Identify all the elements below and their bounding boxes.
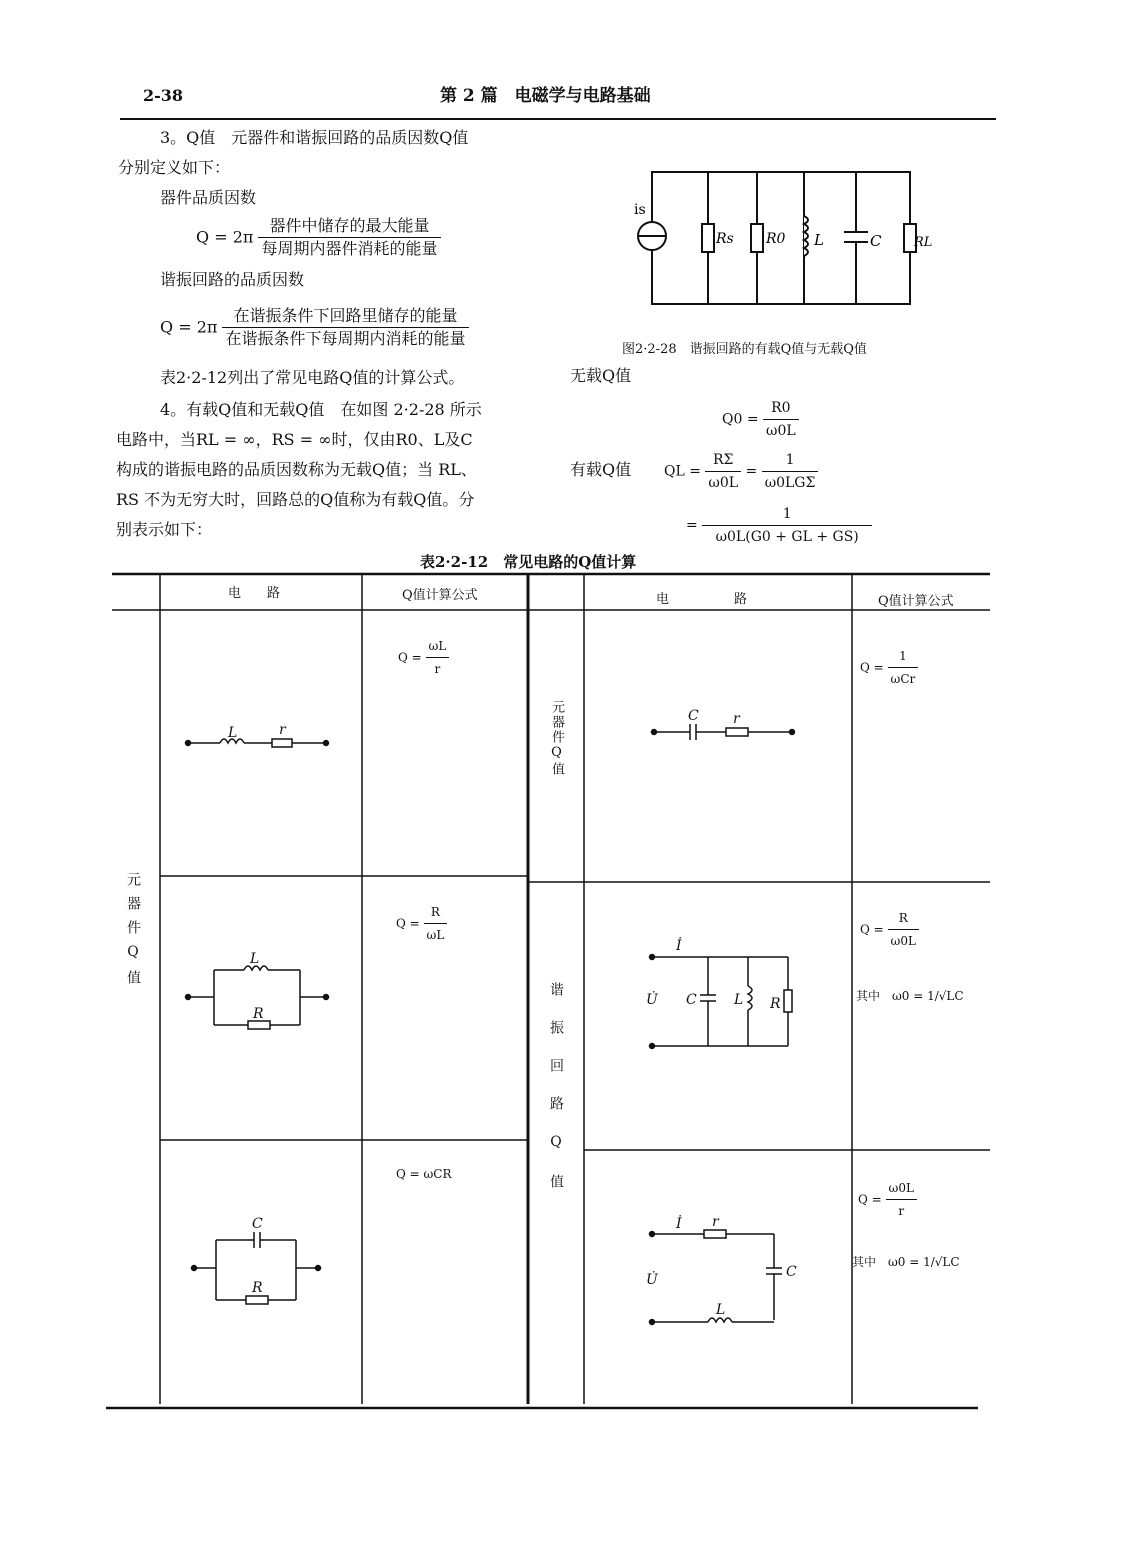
row1-left-label-r: r (279, 722, 286, 738)
ql-eq2: = (686, 517, 698, 534)
row1-left-lhs: Q = (398, 650, 422, 665)
ql-num3: 1 (702, 504, 872, 526)
row3-right-label-u: U̇ (646, 1272, 658, 1288)
row3-right-extra: 其中 ω0 = 1/√LC (852, 1255, 960, 1269)
row3-left-label-r: R (252, 1280, 263, 1296)
row1-right-label-c: C (688, 708, 699, 724)
group-label-right-bottom: 谐振回路Q值 (548, 982, 564, 1212)
label-is: is (634, 202, 646, 218)
ql-lhs: QL = (664, 463, 701, 480)
row3-right-lhs: Q = (858, 1192, 882, 1207)
paragraph-table-ref: 表2·2-12列出了常见电路Q值的计算公式。 (160, 368, 465, 387)
device-q-num: 器件中储存的最大能量 (258, 216, 440, 238)
group-label-right-top: 元器件Q值 (549, 700, 564, 777)
device-q-den: 每周期内器件消耗的能量 (261, 239, 438, 258)
paragraph-loaded-line5: 别表示如下： (116, 520, 213, 539)
row2-right-extra: 其中 ω0 = 1/√LC (856, 989, 964, 1003)
row2-left-label-r: R (253, 1006, 264, 1022)
page-number: 2-38 (143, 86, 184, 105)
row2-right-num: R (888, 908, 919, 930)
row2-right-label-c: C (686, 992, 697, 1008)
row2-left-num: R (424, 902, 448, 924)
loop-q-label: 谐振回路的品质因数 (160, 270, 305, 289)
header-circuit-right: 电 路 (656, 592, 748, 607)
paragraph-loaded-line3: 构成的谐振电路的品质因数称为无载Q值；当 RL、 (116, 460, 477, 479)
row2-left-label-l: L (250, 951, 260, 967)
group-label-left: 元器件Q值 (125, 872, 141, 994)
q0-den: ω0L (766, 423, 796, 439)
device-q-label: 器件品质因数 (160, 188, 257, 207)
q0-num: R0 (763, 398, 799, 420)
row3-left-formula: Q = ωCR (396, 1167, 452, 1181)
table-title: 表2·2-12 常见电路的Q值计算 (420, 553, 637, 571)
circuit-series-lr (186, 739, 329, 747)
row1-right-den: ωCr (890, 672, 916, 686)
row1-left-resistor-icon (272, 739, 292, 747)
loop-q-den: 在谐振条件下每周期内消耗的能量 (225, 329, 466, 348)
row3-right-label-l: L (716, 1302, 726, 1318)
row2-right-lhs: Q = (860, 922, 884, 937)
ql-den1: ω0L (708, 475, 739, 491)
row3-right-label-c: C (786, 1264, 797, 1280)
label-c: C (870, 232, 882, 250)
loop-q-prefix: Q = 2π (160, 317, 218, 337)
header-circuit-left: 电 路 (228, 586, 281, 601)
circuit-series-cr (652, 724, 795, 740)
label-rs: Rs (716, 231, 734, 247)
row3-left-label-c: C (252, 1216, 263, 1232)
device-q-prefix: Q = 2π (196, 227, 254, 247)
row1-right-label-r: r (733, 711, 740, 727)
ql-den2: ω0LGΣ (764, 475, 816, 491)
label-rl: RL (914, 235, 933, 250)
paragraph-loaded-line2: 电路中，当RL = ∞，RS = ∞时，仅由R0、L及C (116, 430, 473, 449)
label-r0: R0 (766, 231, 786, 247)
q0-lhs: Q0 = (722, 411, 759, 428)
running-title: 第 2 篇 电磁学与电路基础 (440, 86, 651, 106)
row2-right-label-r: R (770, 996, 781, 1012)
no-load-q-label: 无载Q值 (570, 366, 632, 385)
row2-right-label-u: U̇ (646, 992, 658, 1008)
header-formula-left: Q值计算公式 (402, 588, 478, 603)
ql-num1: RΣ (705, 450, 741, 472)
ql-eq: = (745, 463, 758, 480)
row1-left-num: ωL (426, 636, 450, 658)
row2-left-lhs: Q = (396, 916, 420, 931)
paragraph-loaded-line1: 4。有载Q值和无载Q值 在如图 2·2-28 所示 (160, 400, 482, 419)
row2-left-den: ωL (426, 928, 445, 942)
header-formula-right: Q值计算公式 (878, 594, 954, 609)
paragraph-loaded-line4: RS 不为无穷大时，回路总的Q值称为有载Q值。分 (116, 490, 475, 509)
row3-right-den: r (898, 1204, 905, 1218)
row2-right-den: ω0L (890, 934, 916, 948)
row1-right-resistor-icon (726, 728, 748, 736)
figure-caption: 图2·2-28 谐振回路的有载Q值与无载Q值 (622, 342, 867, 357)
paragraph-q-intro-line2: 分别定义如下： (118, 158, 231, 177)
paragraph-q-intro-line1: 3。Q值 元器件和谐振回路的品质因数Q值 (160, 128, 469, 147)
row1-right-num: 1 (888, 646, 919, 668)
row2-right-label-i: İ (676, 938, 682, 954)
loaded-q-label: 有载Q值 (570, 460, 632, 479)
row1-left-label-l: L (228, 725, 238, 741)
loop-q-num: 在谐振条件下回路里储存的能量 (222, 306, 468, 328)
row3-right-label-r: r (712, 1214, 719, 1230)
ql-num2: 1 (762, 450, 819, 472)
row1-left-den: r (434, 662, 441, 676)
row3-right-label-i: İ (676, 1216, 682, 1232)
row3-right-num: ω0L (886, 1178, 917, 1200)
row1-right-lhs: Q = (860, 660, 884, 675)
label-l: L (814, 231, 824, 249)
row2-right-label-l: L (734, 992, 744, 1008)
ql-den3: ω0L(G0 + GL + GS) (715, 529, 859, 545)
